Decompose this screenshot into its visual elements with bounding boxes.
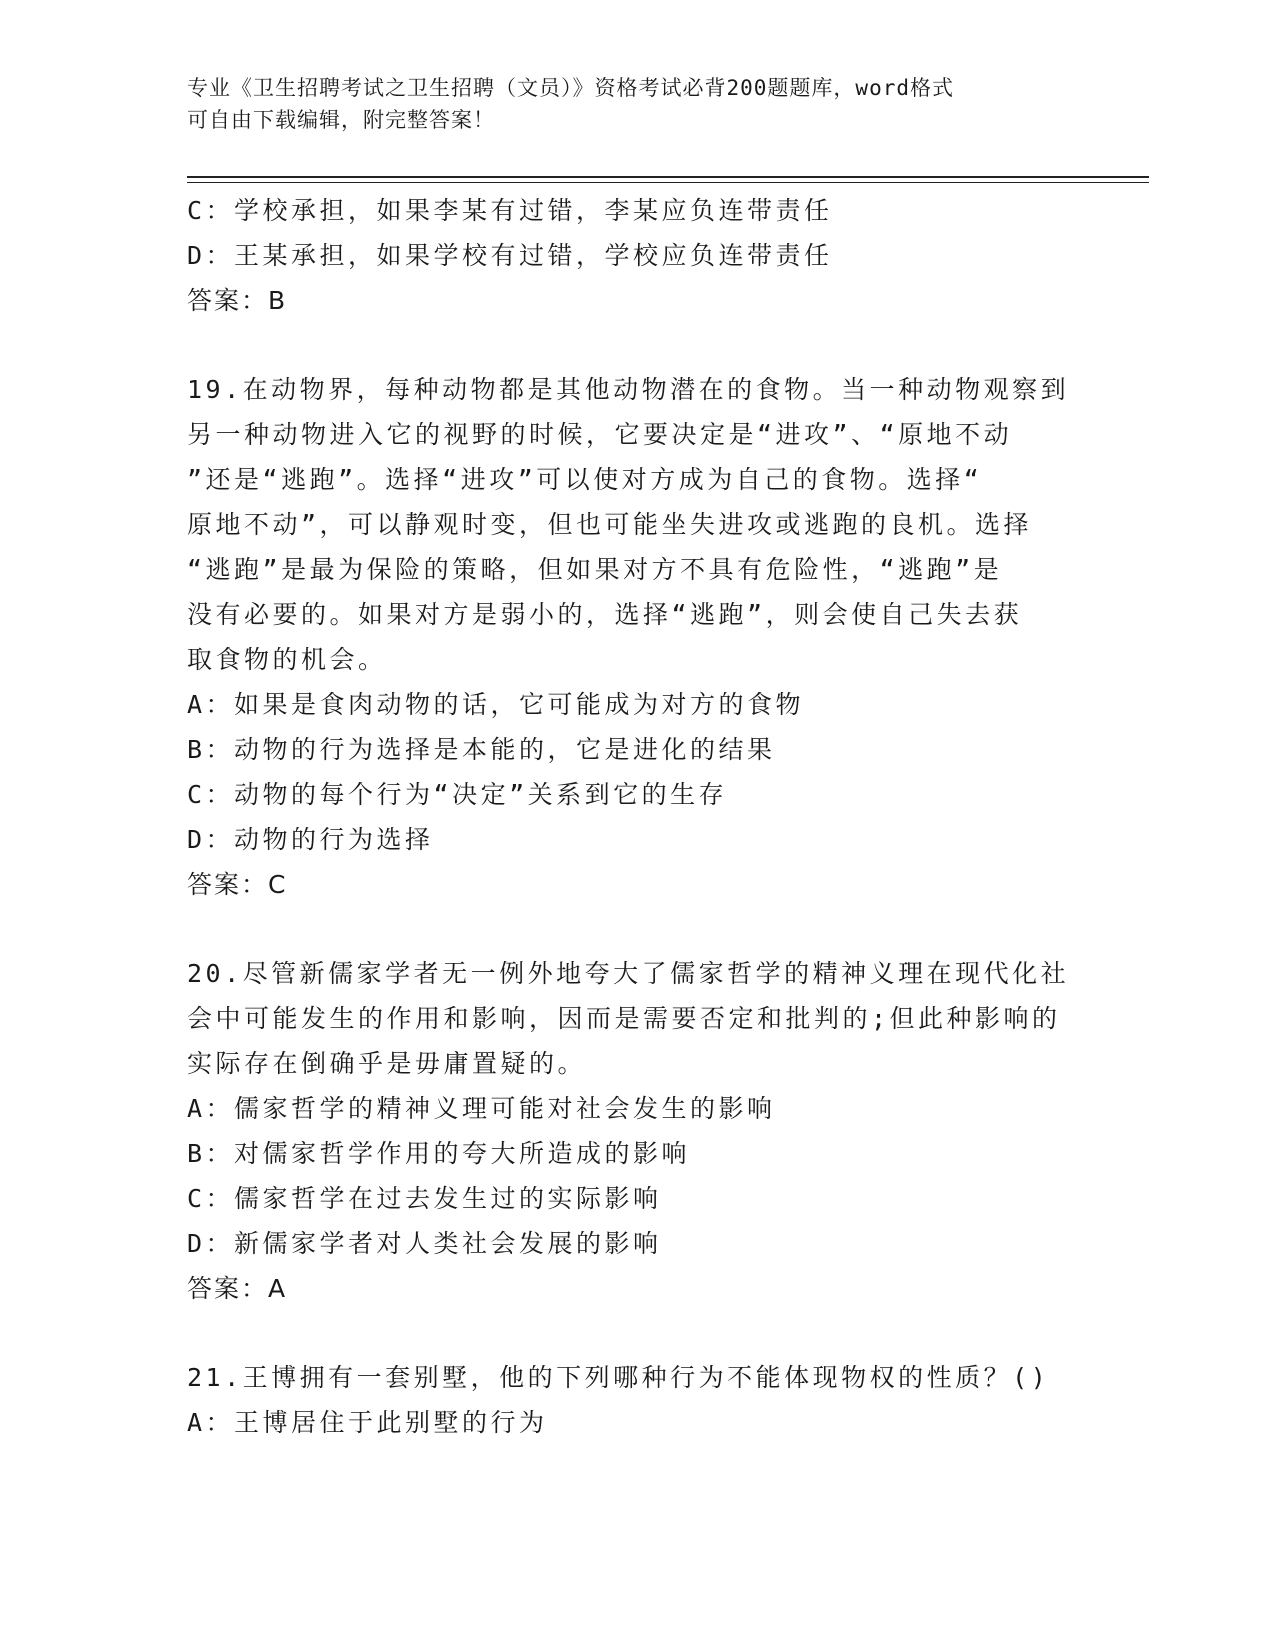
header-line-1: 专业《卫生招聘考试之卫生招聘（文员）》资格考试必背200题题库，word格式: [187, 76, 954, 100]
question-text-line: 21.王博拥有一套别墅，他的下列哪种行为不能体现物权的性质？(): [187, 1363, 1050, 1392]
question-text-line: 原地不动”，可以静观时变，但也可能坐失进攻或逃跑的良机。选择: [187, 510, 1033, 539]
question-18-tail: [187, 188, 1087, 323]
option-c: C：动物的每个行为“决定”关系到它的生存: [187, 780, 728, 809]
question-20: [187, 951, 1087, 1311]
answer: 答案：C: [187, 870, 288, 899]
option-d: D：新儒家学者对人类社会发展的影响: [187, 1229, 662, 1258]
option-c: C：学校承担，如果李某有过错，李某应负连带责任: [187, 196, 833, 225]
page-header: [187, 72, 1067, 136]
question-19: [187, 367, 1087, 907]
header-rule-thin: [187, 182, 1149, 183]
question-21: [187, 1355, 1087, 1445]
question-text-line: 实际存在倒确乎是毋庸置疑的。: [187, 1049, 587, 1078]
question-text-line: 会中可能发生的作用和影响，因而是需要否定和批判的;但此种影响的: [187, 1004, 1061, 1033]
option-a: A：王博居住于此别墅的行为: [187, 1408, 548, 1437]
question-text-line: 取食物的机会。: [187, 645, 387, 674]
option-a: A：儒家哲学的精神义理可能对社会发生的影响: [187, 1094, 776, 1123]
option-d: D：王某承担，如果学校有过错，学校应负连带责任: [187, 241, 833, 270]
question-text-line: ”还是“逃跑”。选择“进攻”可以使对方成为自己的食物。选择“: [187, 465, 983, 494]
option-d: D：动物的行为选择: [187, 825, 434, 854]
option-b: B：动物的行为选择是本能的，它是进化的结果: [187, 735, 776, 764]
answer: 答案：B: [187, 286, 288, 315]
document-body: [187, 188, 1087, 1445]
question-text-line: 20.尽管新儒家学者无一例外地夸大了儒家哲学的精神义理在现代化社: [187, 959, 1070, 988]
question-text-line: 另一种动物进入它的视野的时候，它要决定是“进攻”、“原地不动: [187, 420, 1013, 449]
option-b: B：对儒家哲学作用的夸大所造成的影响: [187, 1139, 691, 1168]
question-text-line: 没有必要的。如果对方是弱小的，选择“逃跑”，则会使自己失去获: [187, 600, 1023, 629]
answer: 答案：A: [187, 1274, 288, 1303]
option-c: C：儒家哲学在过去发生过的实际影响: [187, 1184, 662, 1213]
option-a: A：如果是食肉动物的话，它可能成为对方的食物: [187, 690, 805, 719]
question-text-line: “逃跑”是最为保险的策略，但如果对方不具有危险性，“逃跑”是: [187, 555, 1003, 584]
question-text-line: 19.在动物界，每种动物都是其他动物潜在的食物。当一种动物观察到: [187, 375, 1070, 404]
header-line-2: 可自由下载编辑，附完整答案！: [187, 108, 495, 132]
header-rule-thick: [187, 176, 1149, 178]
